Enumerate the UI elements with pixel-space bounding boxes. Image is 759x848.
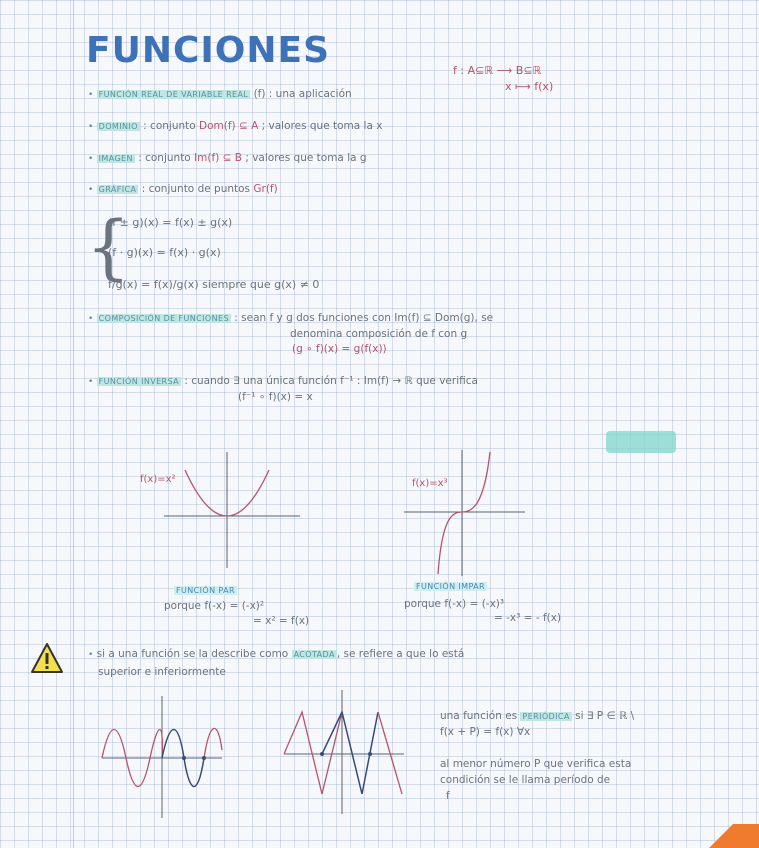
op-quotient: f/g(x) = f(x)/g(x) siempre que g(x) ≠ 0 xyxy=(108,278,320,291)
graph-even-proof-2: = x² = f(x) xyxy=(253,615,310,627)
graph-periodic-2-curve-right xyxy=(378,712,402,794)
graph-periodic-1-point-b xyxy=(202,756,206,760)
graph-periodic-1-point-a xyxy=(182,756,186,760)
graph-odd-proof-2: = -x³ = - f(x) xyxy=(494,612,562,624)
periodic-line-1: una función es PERIÓDICA si ∃ P ∈ ℝ \ xyxy=(440,710,635,722)
composition-line-2: denomina composición de f con g xyxy=(290,328,468,340)
graph-periodic-2 xyxy=(282,686,407,816)
def-graph: • GRÁFICA : conjunto de puntos Gr(f) xyxy=(88,183,278,195)
term-real-function: FUNCIÓN REAL DE VARIABLE REAL xyxy=(98,90,249,99)
marker-swatch xyxy=(606,431,676,453)
term-image: IMAGEN xyxy=(98,154,133,163)
def-inverse: • FUNCIÓN INVERSA : cuando ∃ una única función f⁻¹ : Im(f) → ℝ que verifica xyxy=(88,375,478,387)
term-composition: COMPOSICIÓN DE FUNCIONES xyxy=(98,314,229,323)
graph-periodic-1 xyxy=(100,690,225,820)
corner-decoration xyxy=(699,824,759,848)
graph-even xyxy=(150,450,310,570)
periodic-line-3: al menor número P que verifica esta xyxy=(440,758,632,770)
graph-odd-caption: FUNCIÓN IMPAR xyxy=(416,582,486,591)
def-domain: • DOMINIO : conjunto Dom(f) ⊆ A ; valores que toma la x xyxy=(88,120,383,132)
graph-even-proof-1: porque f(-x) = (-x)² xyxy=(164,600,265,612)
def-real-function: • FUNCIÓN REAL DE VARIABLE REAL (f) : una aplicación xyxy=(88,88,352,100)
op-sum: (f ± g)(x) = f(x) ± g(x) xyxy=(108,216,233,229)
graph-periodic-2-point-b xyxy=(368,752,372,756)
graph-odd xyxy=(400,448,530,578)
graph-even-label: f(x)=x² xyxy=(140,474,176,485)
def-composition: • COMPOSICIÓN DE FUNCIONES : sean f y g dos funciones con Im(f) ⊆ Dom(g), se xyxy=(88,312,494,324)
graph-odd-curve xyxy=(438,452,490,574)
term-graph: GRÁFICA xyxy=(98,185,137,194)
operations-brace: { xyxy=(86,206,131,288)
composition-formula: (g ∘ f)(x) = g(f(x)) xyxy=(292,343,387,355)
warning-icon xyxy=(30,642,64,674)
page-title: FUNCIONES xyxy=(86,30,331,71)
periodic-line-2: f(x + P) = f(x) ∀x xyxy=(440,726,531,738)
op-product: (f · g)(x) = f(x) · g(x) xyxy=(108,246,221,259)
graph-even-caption: FUNCIÓN PAR xyxy=(176,586,235,595)
warning-line-1: • si a una función se la describe como ACOTADA , se refiere a que lo está xyxy=(88,648,465,660)
periodic-line-4: condición se le llama período de xyxy=(440,774,611,786)
term-bounded: ACOTADA xyxy=(293,650,335,659)
graph-odd-proof-1: porque f(-x) = (-x)³ xyxy=(404,598,505,610)
mapping-line-1: f : A⊆ℝ ⟶ B⊆ℝ xyxy=(453,64,542,77)
term-inverse: FUNCIÓN INVERSA xyxy=(98,377,179,386)
graph-periodic-1-curve-right xyxy=(204,728,222,758)
notebook-margin-line xyxy=(73,0,74,848)
term-domain: DOMINIO xyxy=(98,122,138,131)
inverse-formula: (f⁻¹ ∘ f)(x) = x xyxy=(238,391,313,403)
def-image: • IMAGEN : conjunto Im(f) ⊆ B ; valores que toma la g xyxy=(88,152,367,164)
graph-odd-label: f(x)=x³ xyxy=(412,478,448,489)
warning-line-2: superior e inferiormente xyxy=(98,666,226,678)
graph-periodic-2-point-a xyxy=(320,752,324,756)
term-periodic: PERIÓDICA xyxy=(522,712,570,721)
graph-periodic-2-curve-left xyxy=(284,712,342,794)
mapping-line-2: x ⟼ f(x) xyxy=(505,80,554,93)
periodic-line-5: f xyxy=(446,790,450,802)
